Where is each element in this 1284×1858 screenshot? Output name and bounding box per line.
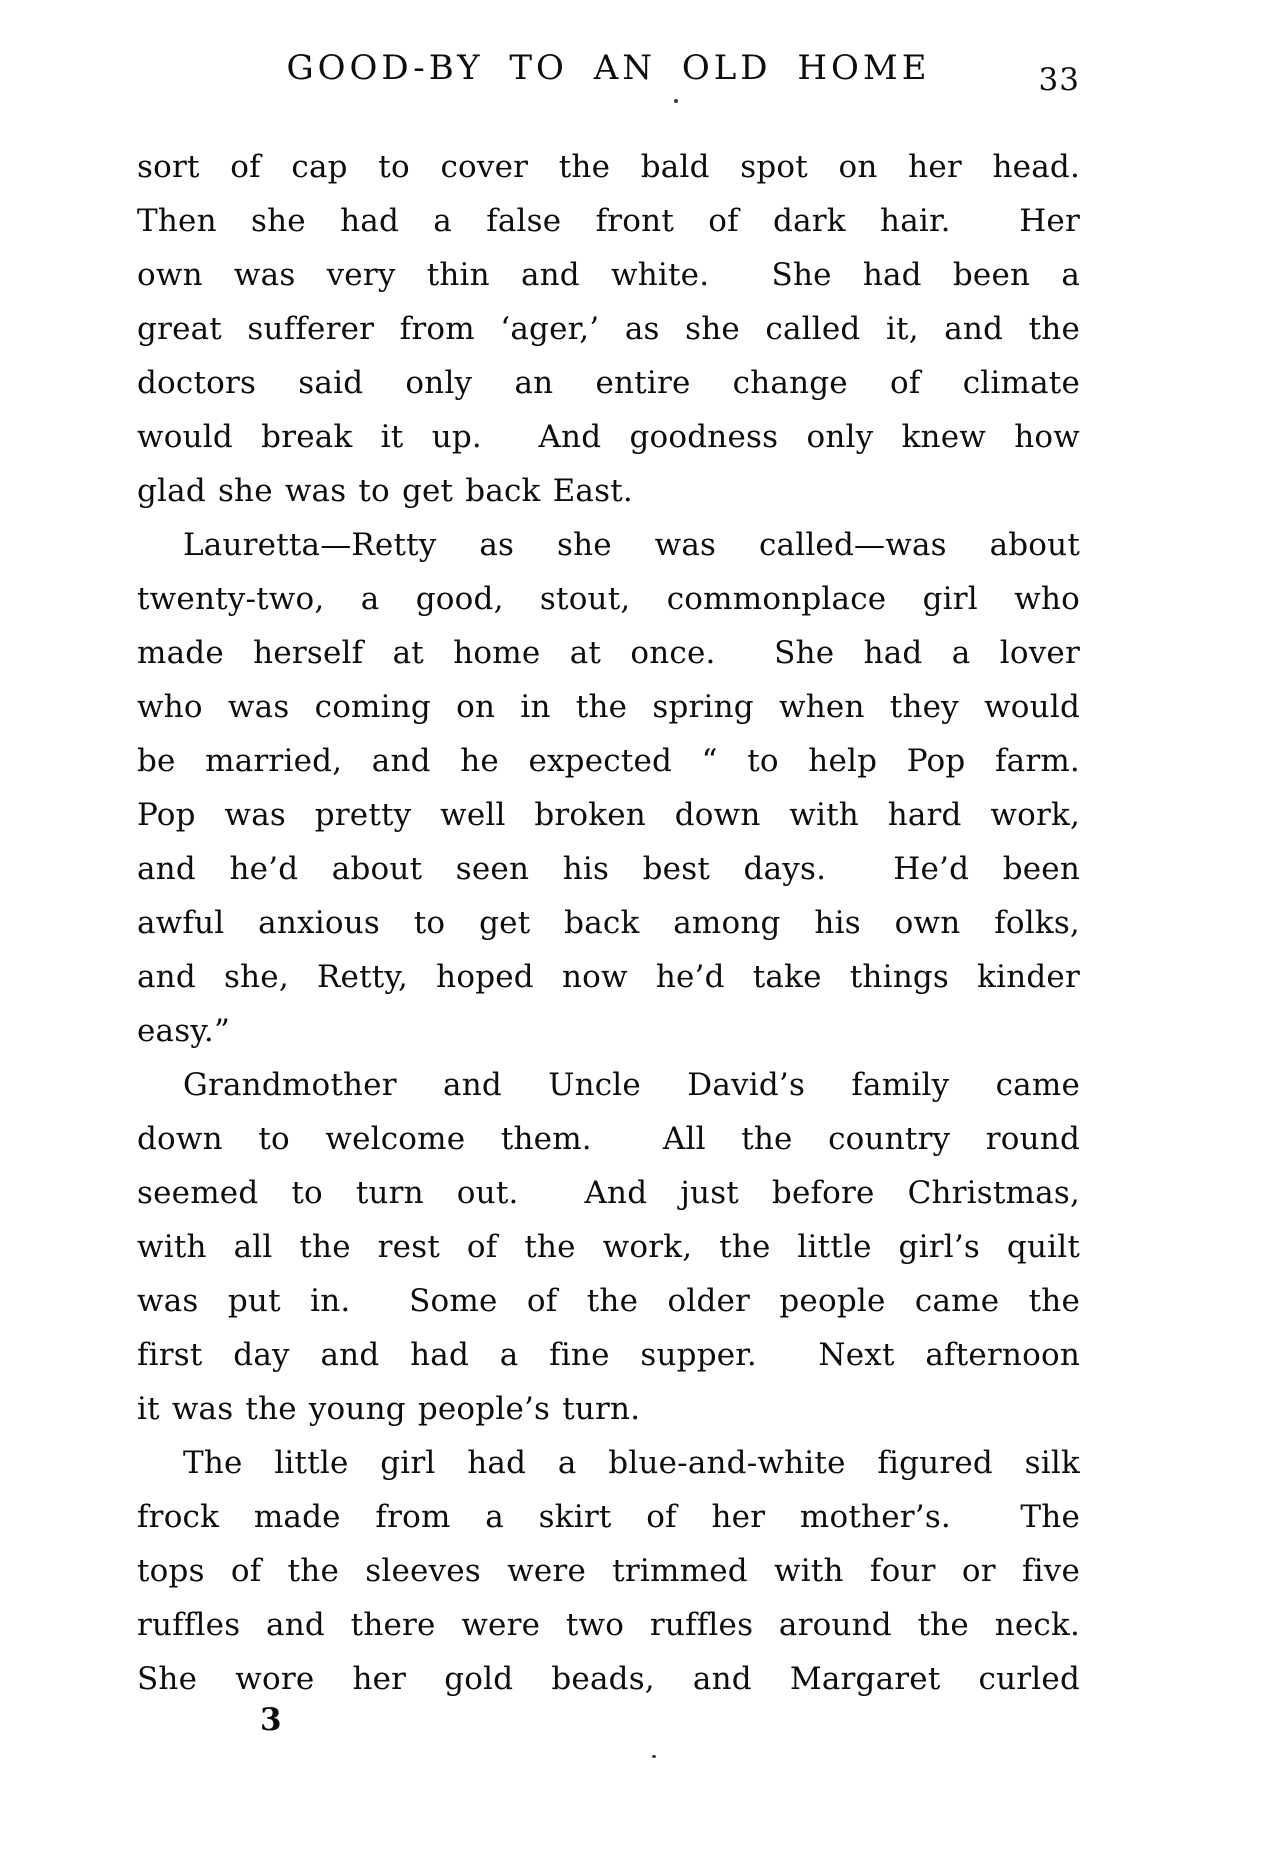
text-line: great sufferer from ‘ager,’ as she called it, and the [137, 311, 1080, 347]
text-line: awful anxious to get back among his own folks, [137, 905, 1080, 941]
text-line: frock made from a skirt of her mother’s. The [137, 1499, 1080, 1535]
text-line: Grandmother and Uncle David’s family came [183, 1067, 1080, 1103]
text-line: tops of the sleeves were trimmed with four or five [137, 1553, 1080, 1589]
text-line: first day and had a fine supper. Next afternoon [137, 1337, 1080, 1373]
text-line: with all the rest of the work, the little girl’s quilt [137, 1229, 1080, 1265]
text-line: and he’d about seen his best days. He’d been [137, 851, 1080, 887]
ink-speck [674, 99, 678, 103]
ink-speck [652, 1755, 656, 1758]
page-number: 33 [1038, 62, 1080, 98]
text-line: sort of cap to cover the bald spot on her head. [137, 149, 1080, 185]
text-line: seemed to turn out. And just before Christmas, [137, 1175, 1080, 1211]
text-line: The little girl had a blue-and-white figured silk [183, 1445, 1080, 1481]
text-line: it was the young people’s turn. [137, 1391, 641, 1427]
text-line: and she, Retty, hoped now he’d take things kinder [137, 959, 1080, 995]
text-line: made herself at home at once. She had a lover [137, 635, 1080, 671]
text-line: was put in. Some of the older people came the [137, 1283, 1080, 1319]
page-header [137, 48, 1080, 104]
text-line: ruffles and there were two ruffles around the neck. [137, 1607, 1080, 1643]
signature-mark: 3 [260, 1702, 282, 1738]
text-line: who was coming on in the spring when they would [137, 689, 1080, 725]
text-line: Lauretta—Retty as she was called—was about [183, 527, 1080, 563]
text-line: Pop was pretty well broken down with hard work, [137, 797, 1080, 833]
text-line: would break it up. And goodness only knew how [137, 419, 1080, 455]
text-line: She wore her gold beads, and Margaret curled [137, 1661, 1080, 1697]
text-line: glad she was to get back East. [137, 473, 633, 509]
text-line: down to welcome them. All the country round [137, 1121, 1080, 1157]
text-line: easy.” [137, 1013, 231, 1049]
text-line: doctors said only an entire change of climate [137, 365, 1080, 401]
text-line: Then she had a false front of dark hair. Her [137, 203, 1080, 239]
text-line: own was very thin and white. She had been a [137, 257, 1080, 293]
text-line: twenty-two, a good, stout, commonplace girl who [137, 581, 1080, 617]
text-line: be married, and he expected “ to help Pop farm. [137, 743, 1080, 779]
body-text [137, 140, 1080, 1706]
running-head-title: GOOD-BY TO AN OLD HOME [286, 48, 931, 88]
